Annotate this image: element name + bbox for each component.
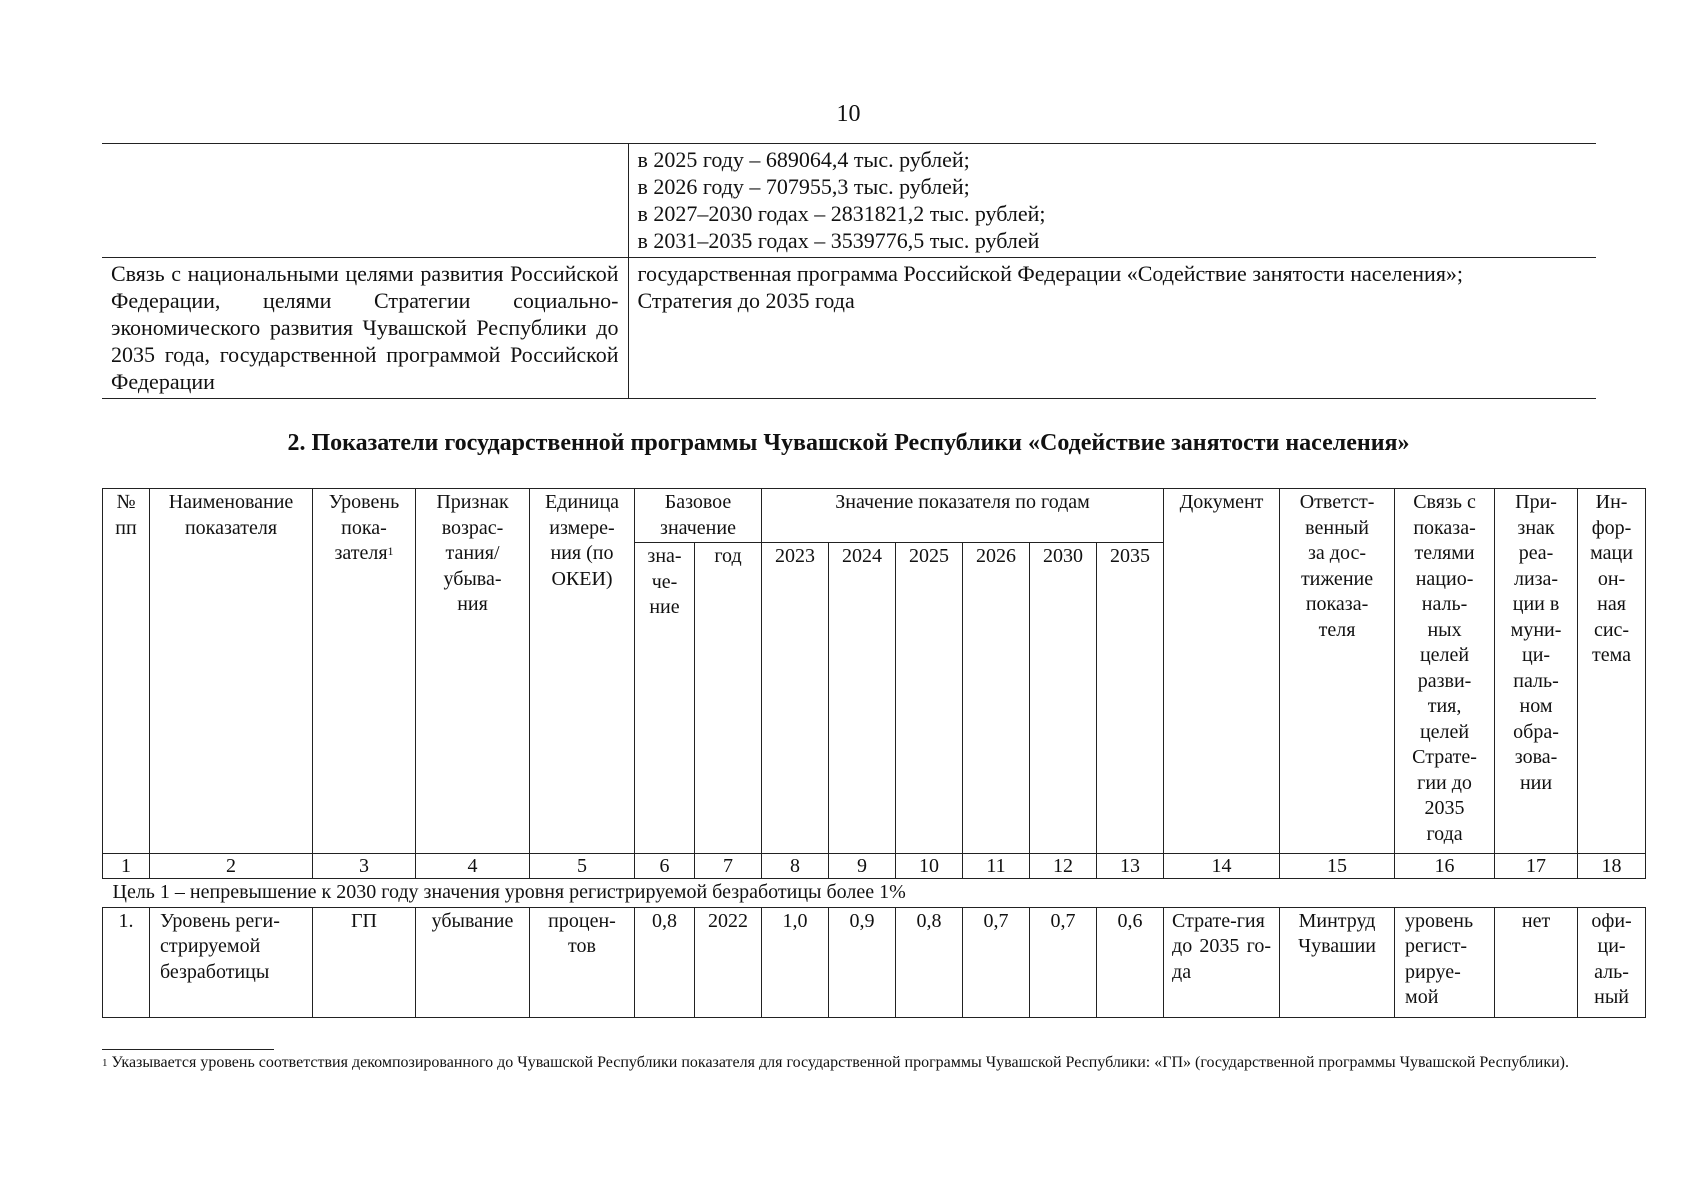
row-trend: убывание bbox=[416, 907, 530, 1017]
passport-cell-funding bbox=[628, 144, 1596, 258]
footnote-text: Указывается уровень соответствия декомпозированного до Чувашской Республики показателя для государственной программы Чувашской Республики: «ГП» (государственной программы Чувашской Республики). bbox=[111, 1054, 1569, 1071]
header-level: Уровень пока- зателя$^1$ bbox=[313, 489, 416, 854]
row-value: 0,8 bbox=[896, 907, 963, 1017]
row-value: 0,7 bbox=[963, 907, 1030, 1017]
header-municipal: При- знак реа- лиза- ции в муни- ци- паль- ном обра- зова- нии bbox=[1495, 489, 1578, 854]
header-row-1 bbox=[103, 489, 1646, 543]
column-number: 12 bbox=[1030, 854, 1097, 879]
header-num: № пп bbox=[103, 489, 150, 854]
column-number: 16 bbox=[1395, 854, 1495, 879]
column-number: 17 bbox=[1495, 854, 1578, 879]
column-number: 6 bbox=[635, 854, 695, 879]
column-number: 14 bbox=[1164, 854, 1280, 879]
footnote bbox=[102, 1052, 1602, 1074]
header-years-group: Значение показателя по годам bbox=[762, 489, 1164, 543]
row-level: ГП bbox=[313, 907, 416, 1017]
row-base-year: 2022 bbox=[695, 907, 762, 1017]
header-document: Документ bbox=[1164, 489, 1280, 854]
column-numbers-row bbox=[103, 854, 1646, 879]
column-number: 3 bbox=[313, 854, 416, 879]
header-year: 2035 bbox=[1097, 543, 1164, 854]
header-year: 2026 bbox=[963, 543, 1030, 854]
column-number: 5 bbox=[530, 854, 635, 879]
row-document: Страте-гия до 2035 го-да bbox=[1164, 907, 1280, 1017]
header-year: 2030 bbox=[1030, 543, 1097, 854]
column-number: 11 bbox=[963, 854, 1030, 879]
passport-row-link bbox=[102, 258, 1596, 399]
row-value: 0,6 bbox=[1097, 907, 1164, 1017]
footnote-mark: 1 bbox=[387, 544, 394, 558]
row-link: уровень регист- рируе- мой bbox=[1395, 907, 1495, 1017]
header-unit: Единица измере- ния (по ОКЕИ) bbox=[530, 489, 635, 854]
link-value-line: государственная программа Российской Федерации «Содействие занятости населения»; bbox=[637, 261, 1464, 286]
header-year: 2023 bbox=[762, 543, 829, 854]
header-year: 2024 bbox=[829, 543, 896, 854]
header-trend: Признак возрас- тания/ убыва- ния bbox=[416, 489, 530, 854]
row-unit: процен- тов bbox=[530, 907, 635, 1017]
row-name: Уровень реги- стрируемой безработицы bbox=[150, 907, 313, 1017]
header-base: Базовое значение bbox=[635, 489, 762, 543]
funding-line: в 2025 году – 689064,4 тыс. рублей; bbox=[637, 147, 970, 172]
row-num: 1. bbox=[103, 907, 150, 1017]
row-responsible: Минтруд Чувашии bbox=[1280, 907, 1395, 1017]
goal-text: Цель 1 – непревышение к 2030 году значения уровня регистрируемой безработицы более 1% bbox=[103, 879, 1646, 908]
column-number: 4 bbox=[416, 854, 530, 879]
column-number: 2 bbox=[150, 854, 313, 879]
indicators-table bbox=[102, 488, 1646, 1018]
page-number: 10 bbox=[836, 101, 861, 127]
passport-table bbox=[102, 143, 1596, 399]
column-number: 1 bbox=[103, 854, 150, 879]
row-base-value: 0,8 bbox=[635, 907, 695, 1017]
column-number: 8 bbox=[762, 854, 829, 879]
footnote-divider bbox=[102, 1049, 274, 1050]
row-municipal: нет bbox=[1495, 907, 1578, 1017]
row-info: офи- ци- аль- ный bbox=[1578, 907, 1646, 1017]
passport-link-label: Связь с национальными целями развития Российской Федерации, целями Стратегии социально-экономического развития Чувашской Республики до 2035 года, государственной программой Российской Федерации bbox=[102, 258, 628, 399]
passport-cell-empty bbox=[102, 144, 628, 258]
passport-link-value bbox=[628, 258, 1596, 399]
header-info: Ин- фор- маци он- ная сис- тема bbox=[1578, 489, 1646, 854]
passport-row-funding bbox=[102, 144, 1596, 258]
funding-line: в 2026 году – 707955,3 тыс. рублей; bbox=[637, 174, 970, 199]
footnote-mark: 1 bbox=[102, 1057, 108, 1069]
header-base-value: зна- че- ние bbox=[635, 543, 695, 854]
row-value: 0,9 bbox=[829, 907, 896, 1017]
row-value: 0,7 bbox=[1030, 907, 1097, 1017]
column-number: 9 bbox=[829, 854, 896, 879]
header-year: 2025 bbox=[896, 543, 963, 854]
header-responsible: Ответст- венный за дос- тижение показа- теля bbox=[1280, 489, 1395, 854]
header-link: Связь с показа- телями нацио- наль- ных целей разви- тия, целей Страте- гии до 2035 года bbox=[1395, 489, 1495, 854]
column-number: 15 bbox=[1280, 854, 1395, 879]
column-number: 7 bbox=[695, 854, 762, 879]
header-name: Наименование показателя bbox=[150, 489, 313, 854]
funding-line: в 2031–2035 годах – 3539776,5 тыс. рублей bbox=[637, 228, 1040, 253]
column-number: 10 bbox=[896, 854, 963, 879]
header-base-year: год bbox=[695, 543, 762, 854]
goal-row bbox=[103, 879, 1646, 908]
table-row bbox=[103, 907, 1646, 1017]
column-number: 18 bbox=[1578, 854, 1646, 879]
row-value: 1,0 bbox=[762, 907, 829, 1017]
column-number: 13 bbox=[1097, 854, 1164, 879]
funding-line: в 2027–2030 годах – 2831821,2 тыс. рублей; bbox=[637, 201, 1046, 226]
link-value-line: Стратегия до 2035 года bbox=[637, 288, 855, 313]
section-title: 2. Показатели государственной программы Чувашской Республики «Содействие занятости населения» bbox=[287, 430, 1410, 456]
